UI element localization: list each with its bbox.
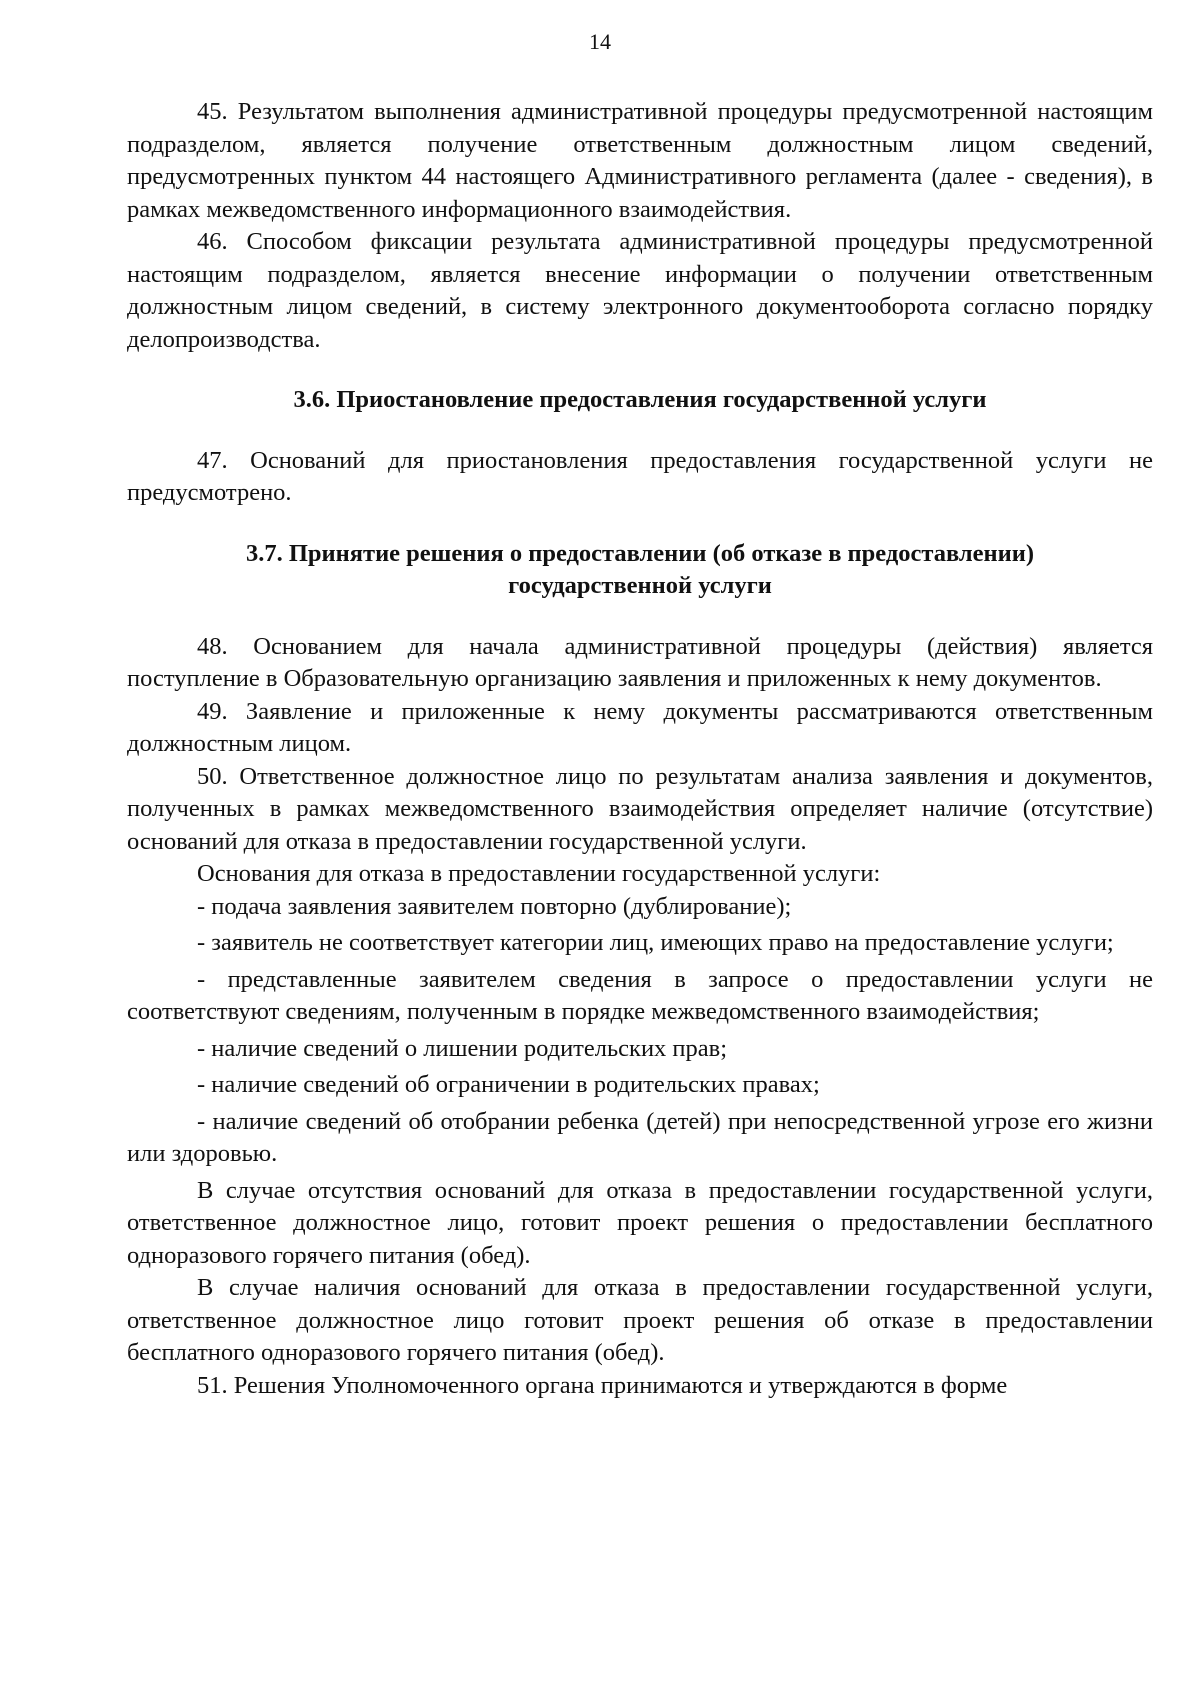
paragraph-51: 51. Решения Уполномоченного органа принимаются и утверждаются в форме bbox=[197, 1371, 1008, 1399]
refusal-ground-item: - заявитель не соответствует категории лиц, имеющих право на предоставление услуги; bbox=[197, 929, 1114, 956]
paragraph-with-grounds: В случае наличия оснований для отказа в предоставлении государственной услуги, ответственное должностное лицо готовит проект решения об отказе в предоставлении бесплатного одноразового горячего питания (обед). bbox=[127, 1274, 1153, 1366]
section-heading-3-7 bbox=[127, 538, 1153, 603]
section-heading-3-6: 3.6. Приостановление предоставления государственной услуги bbox=[293, 386, 987, 413]
section-heading-3-7-line2: государственной услуги bbox=[508, 572, 772, 599]
refusal-ground-item: - наличие сведений о лишении родительских прав; bbox=[197, 1034, 728, 1062]
refusal-grounds-intro: Основания для отказа в предоставлении государственной услуги: bbox=[197, 860, 881, 887]
document-body bbox=[127, 96, 1153, 1402]
refusal-ground-item: - подача заявления заявителем повторно (дублирование); bbox=[197, 892, 792, 920]
refusal-ground-item: - наличие сведений об отобрании ребенка (детей) при непосредственной угрозе его жизни или здоровью. bbox=[127, 1107, 1153, 1167]
paragraph-50: 50. Ответственное должностное лицо по результатам анализа заявления и документов, полученных в рамках межведомственного взаимодействия определяет наличие (отсутствие) оснований для отказа в предоставлении государственной услуги. bbox=[127, 762, 1153, 855]
paragraph-47: 47. Оснований для приостановления предоставления государственной услуги не предусмотрено. bbox=[127, 446, 1153, 506]
paragraph-no-grounds: В случае отсутствия оснований для отказа в предоставлении государственной услуги, ответственное должностное лицо, готовит проект решения о предоставлении бесплатного одноразового горячего питания (обед). bbox=[127, 1176, 1153, 1269]
page-number: 14 bbox=[589, 29, 611, 54]
paragraph-48: 48. Основанием для начала административной процедуры (действия) является поступление в Образовательную организацию заявления и приложенных к нему документов. bbox=[127, 632, 1153, 692]
paragraph-46: 46. Способом фиксации результата административной процедуры предусмотренной настоящим подразделом, является внесение информации о получении ответственным должностным лицом сведений, в систему электронного документооборота согласно порядку делопроизводства. bbox=[127, 228, 1153, 353]
refusal-ground-item: - представленные заявителем сведения в запросе о предоставлении услуги не соответствуют сведениям, полученным в порядке межведомственного взаимодействия; bbox=[127, 965, 1153, 1025]
refusal-ground-item: - наличие сведений об ограничении в родительских правах; bbox=[197, 1071, 820, 1098]
paragraph-49: 49. Заявление и приложенные к нему документы рассматриваются ответственным должностным лицом. bbox=[127, 697, 1153, 757]
section-heading-3-7-line1: 3.7. Принятие решения о предоставлении (об отказе в предоставлении) bbox=[245, 539, 1034, 567]
paragraph-45: 45. Результатом выполнения административной процедуры предусмотренной настоящим подразделом, является получение ответственным должностным лицом сведений, предусмотренных пунктом 44 настоящего Административного регламента (далее - сведения), в рамках межведомственного информационного взаимодействия. bbox=[127, 98, 1153, 223]
